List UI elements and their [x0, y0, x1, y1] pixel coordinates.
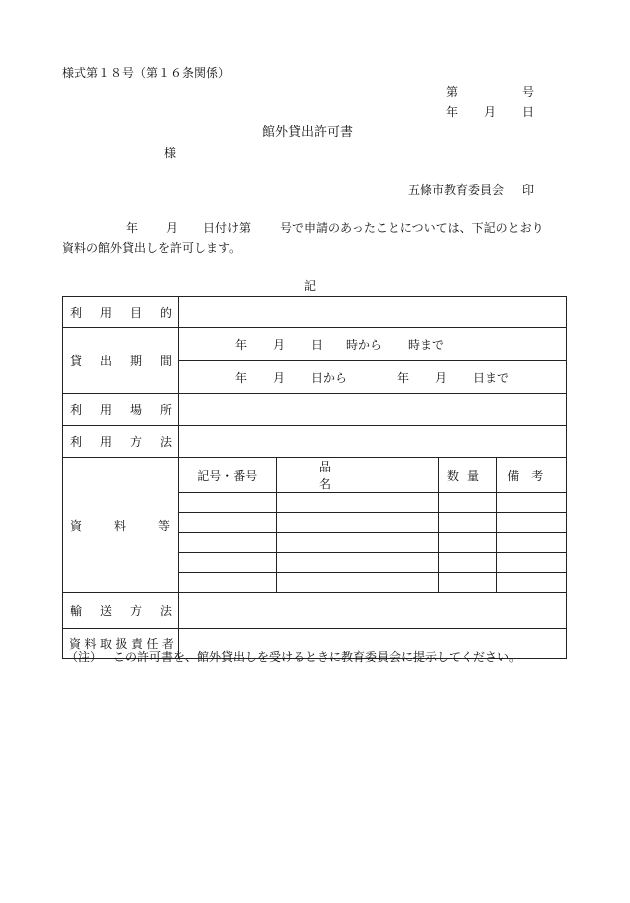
- entry-item[interactable]: [276, 573, 438, 593]
- method-label: 利 用 方 法: [63, 426, 179, 458]
- period-line-time: 年 月 日 時から 時まで: [235, 337, 445, 352]
- permit-table: [62, 296, 567, 659]
- materials-table: [179, 458, 566, 592]
- material-entry-row: [179, 553, 566, 573]
- entry-qty[interactable]: [438, 553, 496, 573]
- transport-field[interactable]: [179, 593, 567, 629]
- form-number: 様式第１８号（第１６条関係）: [62, 66, 231, 80]
- entry-notes[interactable]: [496, 553, 566, 573]
- entry-item[interactable]: [276, 513, 438, 533]
- body-year: 年: [126, 221, 139, 235]
- seal-mark: 印: [522, 183, 535, 197]
- place-field[interactable]: [179, 394, 567, 426]
- date-day: 日: [522, 105, 535, 119]
- entry-notes[interactable]: [496, 493, 566, 513]
- period-row: [63, 328, 567, 394]
- transport-row: [63, 593, 567, 629]
- document-title: 館外貸出許可書: [262, 125, 354, 140]
- entry-notes[interactable]: [496, 533, 566, 553]
- period-label: 貸 出 期 間: [63, 328, 179, 394]
- materials-header: [179, 458, 566, 493]
- entry-code[interactable]: [179, 553, 276, 573]
- date-month: 月: [484, 105, 497, 119]
- period-line-range: 年 月 日から 年 月 日まで: [179, 360, 566, 393]
- entry-item[interactable]: [276, 493, 438, 513]
- material-entry-row: [179, 533, 566, 553]
- materials-cell: [179, 458, 567, 593]
- purpose-label: 利 用 目 的: [63, 297, 179, 328]
- material-entry-row: [179, 573, 566, 593]
- number-suffix: 号: [522, 85, 535, 99]
- entry-code[interactable]: [179, 573, 276, 593]
- method-field[interactable]: [179, 426, 567, 458]
- body-date-ref: 日付け第: [203, 221, 252, 235]
- entry-notes[interactable]: [496, 513, 566, 533]
- header-code: 記号・番号: [179, 458, 276, 493]
- material-entry-row: [179, 493, 566, 513]
- date-year: 年: [446, 105, 459, 119]
- entry-qty[interactable]: [438, 513, 496, 533]
- body-month: 月: [166, 221, 179, 235]
- footnote-prefix: （注）: [66, 650, 103, 664]
- purpose-field[interactable]: [179, 297, 567, 328]
- entry-qty[interactable]: [438, 573, 496, 593]
- place-row: [63, 394, 567, 426]
- body-line1-rest: 号で申請のあったことについては、下記のとおり: [280, 221, 544, 235]
- transport-label: 輸 送 方 法: [63, 593, 179, 629]
- period-field[interactable]: [179, 328, 567, 394]
- item-name-text: 品名: [319, 460, 384, 491]
- materials-label: 資 料 等: [63, 458, 179, 593]
- number-prefix: 第: [446, 85, 459, 99]
- material-entry-row: [179, 513, 566, 533]
- entry-notes[interactable]: [496, 573, 566, 593]
- recipient-suffix: 様: [164, 146, 177, 160]
- ki-heading: 記: [304, 279, 317, 293]
- manager-label: 資 料 取 扱 責 任 者: [63, 629, 179, 659]
- purpose-row: [63, 297, 567, 328]
- issuer-name: 五條市教育委員会: [408, 183, 505, 197]
- entry-code[interactable]: [179, 493, 276, 513]
- place-label: 利 用 場 所: [63, 394, 179, 426]
- entry-item[interactable]: [276, 533, 438, 553]
- header-item-name: [276, 458, 438, 493]
- header-quantity: 数量: [438, 458, 496, 493]
- entry-item[interactable]: [276, 553, 438, 573]
- entry-qty[interactable]: [438, 493, 496, 513]
- entry-code[interactable]: [179, 513, 276, 533]
- method-row: [63, 426, 567, 458]
- header-notes: 備考: [496, 458, 566, 493]
- entry-code[interactable]: [179, 533, 276, 553]
- footnote-text: この許可書を、館外貸出しを受けるときに教育委員会に提示してください。: [113, 650, 522, 664]
- body-line2: 資料の館外貸出しを許可します。: [62, 241, 242, 255]
- materials-row: [63, 458, 567, 593]
- entry-qty[interactable]: [438, 533, 496, 553]
